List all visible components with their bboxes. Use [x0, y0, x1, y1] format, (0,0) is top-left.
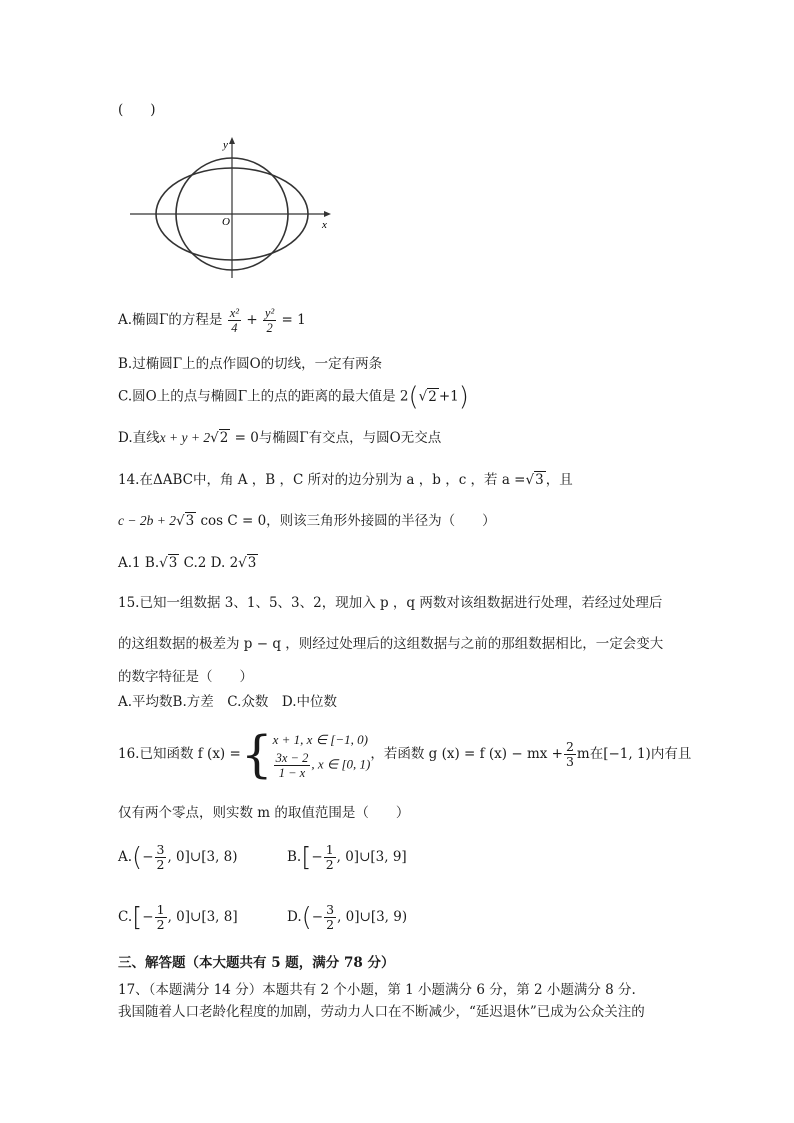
q14-stem-line1: 14.在ΔABC中，角 A ，B ，C 所对的边分别为 a ，b ，c ，若 a =√3 ，且: [118, 472, 573, 488]
piecewise-cases: x + 1, x ∈ [−1, 0) $\frac{3x - 2}{1 - x}$ , x ∈ [0, 1): [272, 732, 371, 780]
q16-option-d: D.(− $\frac{3}{2}$ , 0]∪[3, 9): [287, 902, 408, 933]
q16-option-c: C.[− $\frac{1}{2}$ , 0]∪[3, 8]: [118, 902, 238, 933]
q14-stem-line2: c − 2b + 2√3 cos C = 0，则该三角形外接圆的半径为（ ）: [118, 513, 496, 529]
frac-x2-over-4: $\frac{\text{x²}}{4}$: [229, 306, 240, 335]
q15-stem-line3: 的数字特征是（ ）: [118, 669, 253, 685]
q17-stem-line1: 17、（本题满分 14 分）本题共有 2 个小题，第 1 小题满分 6 分，第 2 小题满分 8 分.: [118, 982, 636, 998]
frac-y2-over-2: $\frac{\text{y²}}{2}$: [264, 306, 275, 335]
x-axis-arrow: [324, 211, 331, 217]
q17-stem-line2: 我国随着人口老龄化程度的加剧，劳动力人口在不断减少，“延迟退休”已成为公众关注的: [118, 1004, 645, 1020]
q15-stem-line2: 的这组数据的极差为 p − q ，则经过处理后的这组数据与之前的那组数据相比，一定会变大: [118, 636, 664, 652]
q13-option-a: A.椭圆Γ的方程是 $\frac{\text{x²}}{4}$ + $\frac{\text{y²}}{2}$ = 1: [118, 306, 306, 335]
q15-stem-line1: 15.已知一组数据 3、1、5、3、2，现加入 p ，q 两数对该组数据进行处理，若经过处理后: [118, 595, 663, 611]
q14-options: A.1 B.√3 C.2 D. 2√3: [118, 555, 257, 571]
q16-stem-line2: 仅有两个零点，则实数 m 的取值范围是（ ）: [118, 805, 410, 821]
q13-option-b: B.过椭圆Γ上的点作圆O的切线，一定有两条: [118, 356, 383, 372]
q13-option-d: D.直线x + y + 2√2 = 0与椭圆Γ有交点，与圆O无交点: [118, 430, 442, 446]
q16-stem-line1: 16.已知函数 f (x) ={ x + 1, x ∈ [−1, 0) $\frac{3x - 2}{1 - x}$ , x ∈ [0, 1) ，若函数 g (x) = f (x) − mx + $\frac{2}{3}$ m在[−1, 1)内有且: [118, 725, 692, 784]
y-axis-arrow: [229, 137, 235, 144]
y-axis-label: y: [223, 139, 228, 151]
option-a-text: A.椭圆Γ的方程是: [118, 312, 223, 328]
q16-option-b: B.[− $\frac{1}{2}$ , 0]∪[3, 9]: [287, 842, 407, 873]
q15-options: A.平均数B.方差 C.众数 D.中位数: [118, 694, 338, 710]
ellipse-circle-figure: [124, 134, 334, 284]
q13-answer-paren: ( ): [118, 102, 156, 118]
x-axis-label: x: [322, 219, 327, 231]
section-3-heading: 三、解答题（本大题共有 5 题，满分 78 分）: [118, 955, 395, 971]
q13-option-c: C.圆O上的点与椭圆Γ上的点的距离的最大值是 2(√2 +1): [118, 382, 469, 412]
origin-label: O: [222, 216, 230, 228]
q16-option-a: A.(− $\frac{3}{2}$ , 0]∪[3, 8): [118, 842, 238, 873]
